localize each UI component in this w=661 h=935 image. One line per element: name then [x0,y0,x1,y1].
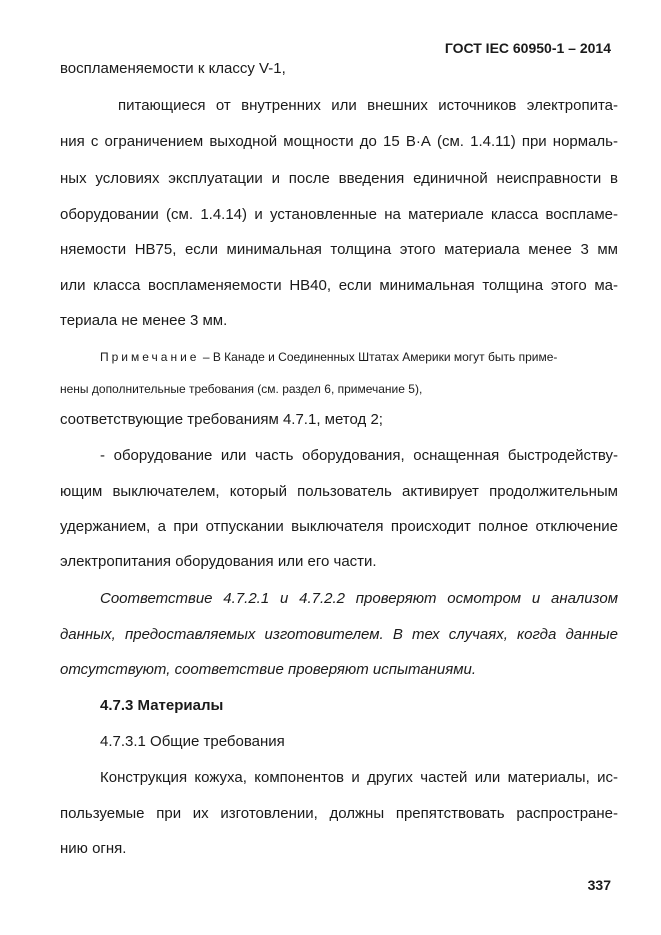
note-line [100,348,618,366]
text-line: пользуемые при их изготовлении, должны препятствовать распростране- [60,805,618,822]
text-line: териала не менее 3 мм. [60,312,228,329]
text-line: нию огня. [60,840,127,857]
text-line: ных условиях эксплуатации и после введения единичной неисправности в [60,170,618,187]
note-line: нены дополнительные требования (см. раздел 6, примечание 5), [60,382,423,396]
text-line: ющим выключателем, который пользователь активирует продолжительным [60,483,618,500]
text-line: или класса воспламеняемости НВ40, если минимальная толщина этого ма- [60,277,618,294]
subsection-heading: 4.7.3.1 Общие требования [100,733,285,750]
text-line: электропитания оборудования или его части. [60,553,377,570]
note-label: Примечание [100,350,200,364]
text-line: ния с ограничением выходной мощности до 15 В·А (см. 1.4.11) при нормаль- [60,133,618,150]
text-line: няемости НВ75, если минимальная толщина этого материала менее 3 мм [60,241,618,258]
page-number: 337 [587,877,611,893]
text-line: - оборудование или часть оборудования, оснащенная быстродейству- [100,447,618,464]
text-line: удержанием, а при отпускании выключателя происходит полное отключение [60,518,618,535]
italic-line: данных, предоставляемых изготовителем. В тех случаях, когда данные [60,626,618,643]
italic-line: Соответствие 4.7.2.1 и 4.7.2.2 проверяют осмотром и анализом [100,590,618,607]
document-header: ГОСТ IEC 60950-1 – 2014 [444,40,611,56]
italic-line: отсутствуют, соответствие проверяют испытаниями. [60,661,477,678]
text-line: питающиеся от внутренних или внешних источников электропита- [118,97,618,114]
note-text: – В Канаде и Соединенных Штатах Америки могут быть приме- [202,350,558,364]
text-line: воспламеняемости к классу V-1, [60,60,286,77]
text-line: оборудовании (см. 1.4.14) и установленные на материале класса воспламе- [60,206,618,223]
text-line: соответствующие требованиям 4.7.1, метод 2; [60,411,383,428]
text-line: Конструкция кожуха, компонентов и других частей или материалы, ис- [100,769,618,786]
section-heading: 4.7.3 Материалы [100,697,224,714]
